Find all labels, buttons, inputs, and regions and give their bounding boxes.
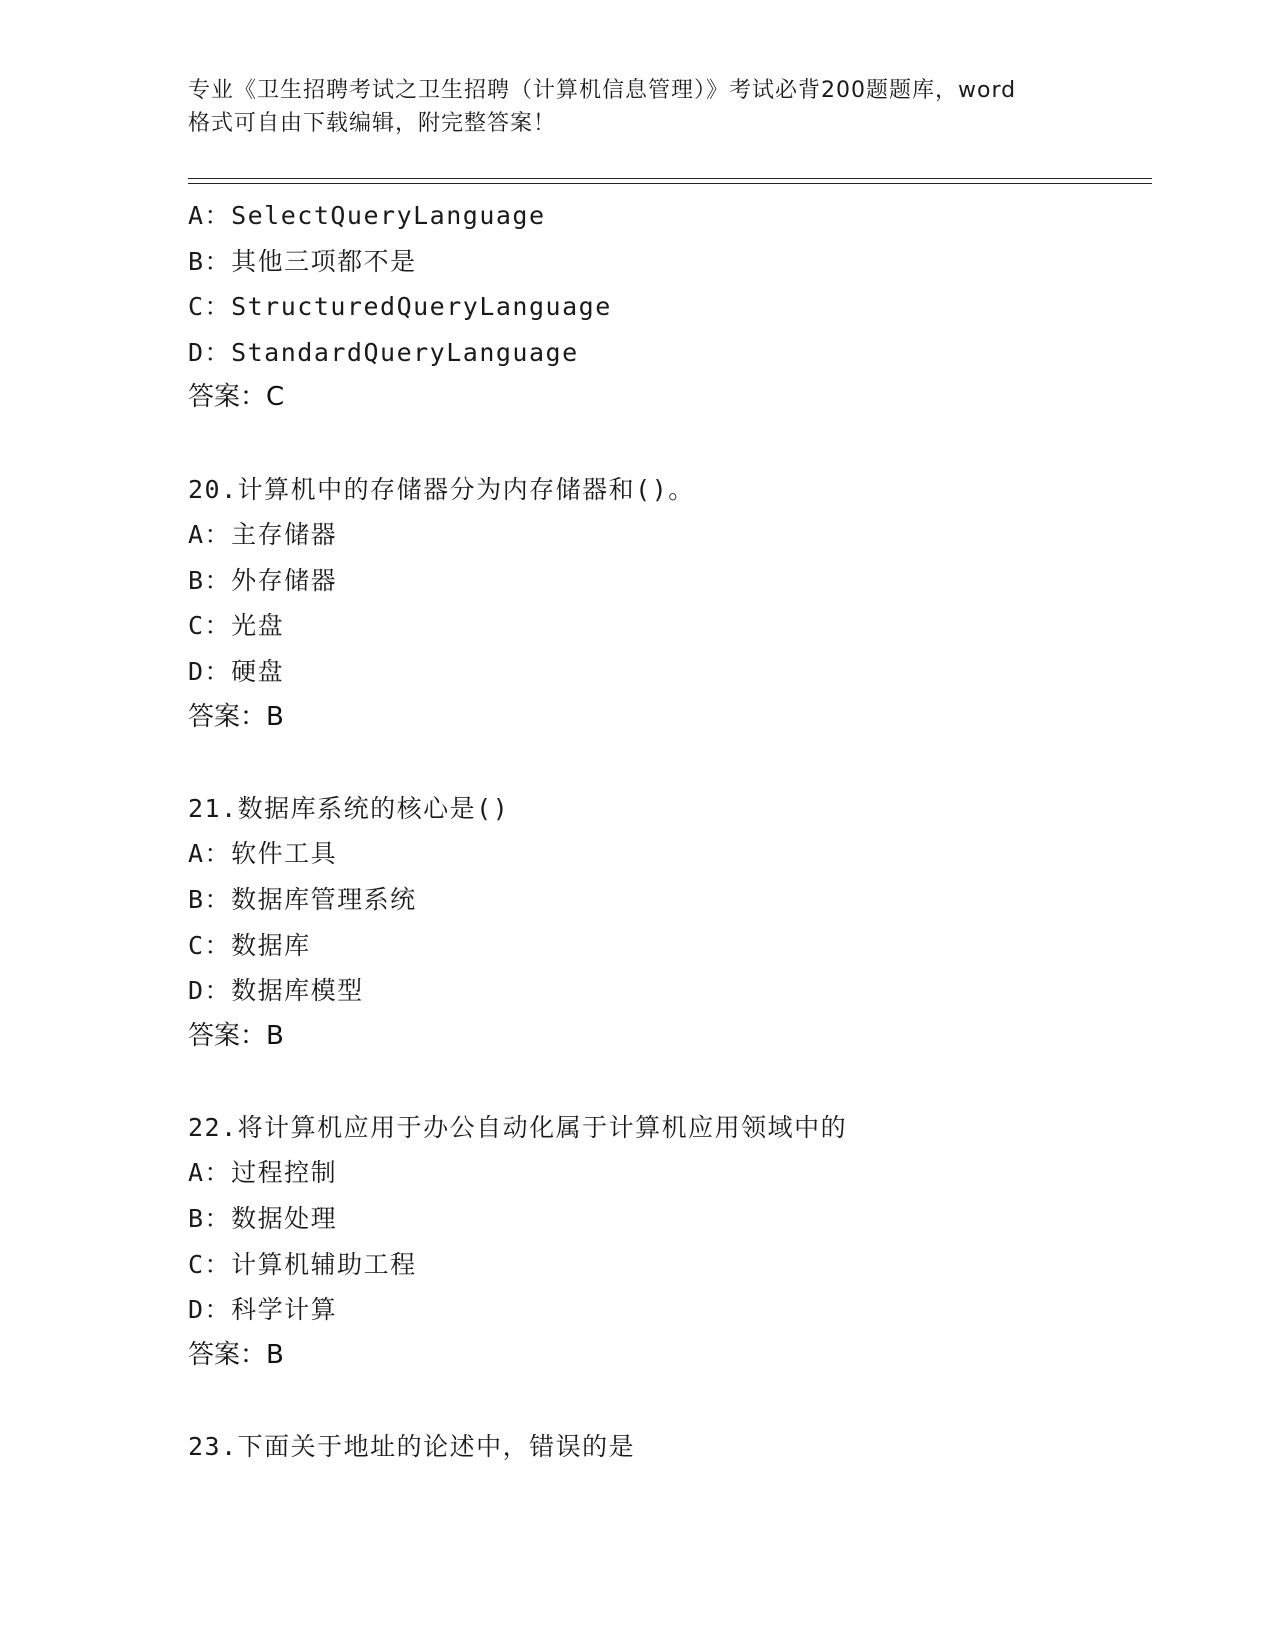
option-a	[188, 193, 1152, 239]
option-text: 外存储器	[231, 565, 338, 595]
option-text: StandardQueryLanguage	[231, 337, 579, 367]
header-title-line-1: 专业《卫生招聘考试之卫生招聘（计算机信息管理）》考试必背200题题库，word	[188, 78, 1017, 103]
option-text: 软件工具	[231, 839, 338, 869]
option-key: A：	[188, 839, 232, 869]
question-block-23	[188, 1424, 1152, 1470]
option-key: B：	[188, 1204, 232, 1234]
option-c	[188, 1242, 1152, 1288]
option-key: A：	[188, 201, 232, 230]
option-text: 光盘	[231, 611, 285, 641]
option-key: D：	[188, 656, 232, 686]
option-text: 数据库管理系统	[231, 884, 417, 914]
option-text: 主存储器	[231, 520, 338, 550]
question-list	[188, 193, 1152, 1470]
option-text: 数据库模型	[231, 976, 364, 1006]
option-key: C：	[188, 292, 232, 322]
spacer	[188, 421, 1152, 467]
option-b	[188, 1196, 1152, 1242]
header-divider-bottom	[188, 183, 1152, 184]
option-text: 数据库	[231, 930, 311, 960]
option-text: 计算机辅助工程	[231, 1249, 417, 1279]
option-c	[188, 284, 1152, 330]
option-key: D：	[188, 337, 232, 367]
header-divider-top	[188, 178, 1152, 179]
option-b	[188, 239, 1152, 285]
spacer	[188, 1378, 1152, 1424]
question-block-19	[188, 193, 1152, 421]
option-a	[188, 1150, 1152, 1196]
option-key: C：	[188, 611, 232, 641]
option-text: StructuredQueryLanguage	[231, 292, 612, 322]
option-text: SelectQueryLanguage	[231, 201, 546, 230]
option-text: 数据处理	[231, 1204, 338, 1234]
option-b	[188, 558, 1152, 604]
question-stem: 23.下面关于地址的论述中，错误的是	[188, 1432, 636, 1462]
option-d	[188, 649, 1152, 695]
question-block-22	[188, 1105, 1152, 1379]
question-block-21	[188, 786, 1152, 1060]
question-block-20	[188, 467, 1152, 741]
answer-line: 答案：B	[188, 701, 284, 732]
option-key: A：	[188, 1158, 232, 1188]
option-key: D：	[188, 976, 232, 1006]
question-stem: 22.将计算机应用于办公自动化属于计算机应用领域中的	[188, 1112, 848, 1142]
answer-line: 答案：B	[188, 1020, 284, 1051]
option-d	[188, 1287, 1152, 1333]
answer-line: 答案：B	[188, 1339, 284, 1370]
option-a	[188, 831, 1152, 877]
option-text: 其他三项都不是	[231, 246, 417, 276]
option-key: C：	[188, 930, 232, 960]
spacer	[188, 1059, 1152, 1105]
option-key: C：	[188, 1249, 232, 1279]
option-key: B：	[188, 884, 232, 914]
option-d	[188, 968, 1152, 1014]
header-title-line-2: 格式可自由下载编辑，附完整答案！	[188, 111, 557, 136]
question-stem: 21.数据库系统的核心是()	[188, 793, 510, 823]
option-key: A：	[188, 520, 232, 550]
option-key: B：	[188, 565, 232, 595]
option-d	[188, 330, 1152, 376]
option-text: 科学计算	[231, 1295, 338, 1325]
document-header	[188, 74, 1088, 140]
option-c	[188, 923, 1152, 969]
question-stem: 20.计算机中的存储器分为内存储器和()。	[188, 474, 695, 504]
option-text: 过程控制	[231, 1158, 338, 1188]
option-a	[188, 512, 1152, 558]
option-key: D：	[188, 1295, 232, 1325]
spacer	[188, 740, 1152, 786]
answer-line: 答案：C	[188, 382, 285, 413]
option-b	[188, 877, 1152, 923]
option-text: 硬盘	[231, 656, 285, 686]
option-c	[188, 603, 1152, 649]
option-key: B：	[188, 246, 232, 276]
